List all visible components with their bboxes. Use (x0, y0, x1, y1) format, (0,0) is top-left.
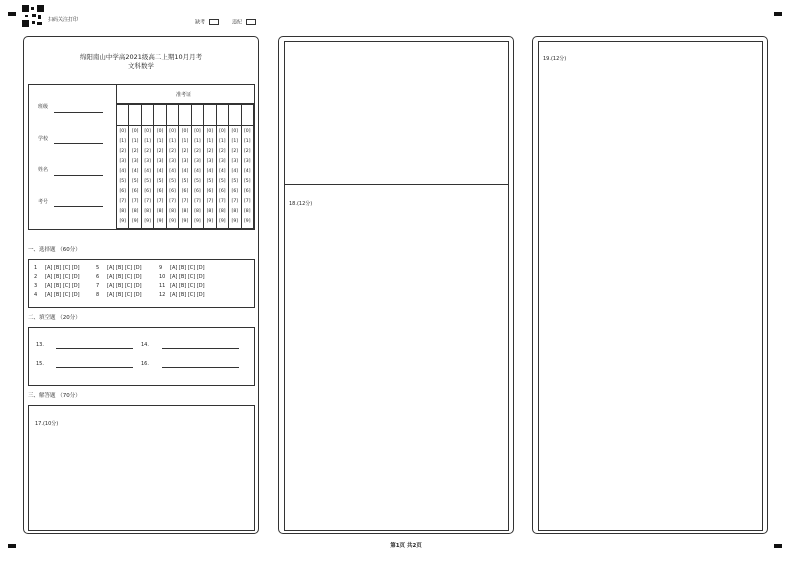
digit-column[interactable] (191, 126, 203, 229)
digit-column[interactable] (204, 126, 216, 229)
ticket-cell[interactable] (129, 105, 141, 126)
registration-mark-bottom-left (8, 544, 16, 548)
digit-column[interactable] (154, 126, 166, 229)
section1-title: 一、选择题 （60分） (28, 247, 81, 253)
mc-row[interactable]: 5 [A] [B] [C] [D] (96, 265, 142, 271)
mc-choices: [A] [B] [C] [D] (45, 265, 80, 271)
page-footer: 第1页 共2页 (390, 543, 422, 549)
digit-options[interactable]: [0] [1] [2] [3] [4] [5] [6] [7] [8] [9] (144, 129, 151, 224)
digit-options[interactable]: [0] [1] [2] [3] [4] [5] [6] [7] [8] [9] (131, 129, 139, 224)
exam-title-line1: 绵阳南山中学高2021级高二上期10月月考 (79, 53, 203, 61)
mc-row[interactable]: 2 [A] [B] [C] [D] (34, 274, 80, 280)
exam-number-label: 考号 (38, 199, 49, 205)
mc-col-2 (96, 264, 142, 300)
blank-15-label: 15. (36, 361, 44, 367)
absent-label: 缺考 (195, 19, 206, 26)
blank-14-label: 14. (141, 342, 149, 348)
mc-choices: [A] [B] [C] [D] (170, 292, 205, 298)
mc-row[interactable]: 7 [A] [B] [C] [D] (96, 283, 142, 289)
mc-row[interactable]: 12 [A] [B] [C] [D] (159, 292, 205, 298)
ticket-cell[interactable] (241, 105, 253, 126)
q18-label: 18.(12分) (289, 201, 313, 207)
digit-column[interactable] (166, 126, 178, 229)
ticket-cell[interactable] (141, 105, 153, 126)
ticket-cell[interactable] (166, 105, 178, 126)
ticket-cell[interactable] (204, 105, 216, 126)
digit-options[interactable]: [0] [1] [2] [3] [4] [5] [6] [7] [8] [9] (156, 129, 164, 224)
registration-mark-top-left (8, 12, 16, 16)
mc-choices: [A] [B] [C] [D] (45, 274, 80, 280)
mc-choices: [A] [B] [C] [D] (170, 274, 205, 280)
mc-choices: [A] [B] [C] [D] (170, 265, 205, 271)
ticket-entry-row (117, 105, 254, 126)
digit-options[interactable]: [0] [1] [2] [3] [4] [5] [6] [7] [8] [9] (169, 129, 176, 224)
mc-row[interactable]: 1 [A] [B] [C] [D] (34, 265, 80, 271)
violation-label: 违纪 (232, 19, 243, 26)
digit-column[interactable] (129, 126, 141, 229)
digit-options[interactable]: [0] [1] [2] [3] [4] [5] [6] [7] [8] [9] (181, 129, 189, 224)
violation-marker[interactable] (232, 19, 256, 26)
ticket-cell[interactable] (117, 105, 129, 126)
digit-column[interactable] (216, 126, 228, 229)
school-field[interactable] (54, 143, 103, 144)
q17-continuation-divider (284, 184, 508, 185)
digit-options[interactable]: [0] [1] [2] [3] [4] [5] [6] [7] [8] [9] (194, 129, 201, 224)
blank-15-field[interactable] (56, 367, 133, 368)
ticket-digit-row (117, 126, 254, 229)
q18-answer-area[interactable] (285, 186, 507, 528)
ticket-cell[interactable] (229, 105, 241, 126)
mc-choices: [A] [B] [C] [D] (107, 274, 142, 280)
digit-column[interactable] (229, 126, 241, 229)
ticket-cell[interactable] (179, 105, 191, 126)
digit-column[interactable] (241, 126, 253, 229)
mc-choices: [A] [B] [C] [D] (170, 283, 205, 289)
blank-16-label: 16. (141, 361, 149, 367)
mc-row[interactable]: 10 [A] [B] [C] [D] (159, 274, 205, 280)
class-label: 班级 (38, 104, 49, 110)
ticket-grid (116, 104, 254, 229)
exam-number-field[interactable] (54, 206, 103, 207)
violation-box[interactable] (246, 19, 256, 25)
name-label: 姓名 (38, 167, 49, 173)
mc-row[interactable]: 3 [A] [B] [C] [D] (34, 283, 80, 289)
exam-title (23, 53, 259, 71)
q19-answer-box[interactable] (538, 41, 763, 531)
exam-title-line2: 文科数学 (128, 62, 154, 70)
digit-options[interactable]: [0] [1] [2] [3] [4] [5] [6] [7] [8] [9] (206, 129, 214, 224)
mc-choices: [A] [B] [C] [D] (45, 292, 80, 298)
section2-title: 二、填空题 （20分） (28, 315, 81, 321)
mc-row[interactable]: 4 [A] [B] [C] [D] (34, 292, 80, 298)
digit-column[interactable] (141, 126, 153, 229)
scan-hint: 扫码关注打印 (48, 17, 79, 23)
mc-choices: [A] [B] [C] [D] (107, 265, 142, 271)
section3-title: 三、解答题 （70分） (28, 393, 81, 399)
q17-continuation-area[interactable] (285, 42, 507, 184)
ticket-cell[interactable] (191, 105, 203, 126)
mc-row[interactable]: 9 [A] [B] [C] [D] (159, 265, 205, 271)
ticket-title: 准考证 (176, 92, 192, 98)
digit-options[interactable]: [0] [1] [2] [3] [4] [5] [6] [7] [8] [9] (244, 129, 251, 224)
mc-row[interactable]: 8 [A] [B] [C] [D] (96, 292, 142, 298)
blank-14-field[interactable] (162, 348, 239, 349)
blank-13-field[interactable] (56, 348, 133, 349)
mc-row[interactable]: 11 [A] [B] [C] [D] (159, 283, 205, 289)
blank-16-field[interactable] (162, 367, 239, 368)
digit-column[interactable] (117, 126, 129, 229)
ticket-cell[interactable] (154, 105, 166, 126)
q19-label: 19.(12分) (543, 56, 567, 62)
digit-options[interactable]: [0] [1] [2] [3] [4] [5] [6] [7] [8] [9] (219, 129, 226, 224)
mc-row[interactable]: 6 [A] [B] [C] [D] (96, 274, 142, 280)
digit-options[interactable]: [0] [1] [2] [3] [4] [5] [6] [7] [8] [9] (231, 129, 239, 224)
blank-13-label: 13. (36, 342, 44, 348)
class-field[interactable] (54, 112, 103, 113)
q17-answer-box[interactable] (28, 405, 255, 531)
school-label: 学校 (38, 136, 49, 142)
absent-box[interactable] (209, 19, 219, 25)
digit-options[interactable]: [0] [1] [2] [3] [4] [5] [6] [7] [8] [9] (119, 129, 126, 224)
digit-column[interactable] (179, 126, 191, 229)
mc-col-1 (34, 264, 80, 300)
mc-choices: [A] [B] [C] [D] (107, 283, 142, 289)
mc-col-3 (159, 264, 205, 300)
absent-marker[interactable] (195, 19, 219, 26)
q17-label: 17.(10分) (35, 421, 59, 427)
mc-choices: [A] [B] [C] [D] (45, 283, 80, 289)
registration-mark-bottom-right (774, 544, 782, 548)
blank-box (28, 327, 255, 386)
qr-code (22, 5, 44, 27)
ticket-cell[interactable] (216, 105, 228, 126)
registration-mark-top-right (774, 12, 782, 16)
mc-choices: [A] [B] [C] [D] (107, 292, 142, 298)
name-field[interactable] (54, 175, 103, 176)
